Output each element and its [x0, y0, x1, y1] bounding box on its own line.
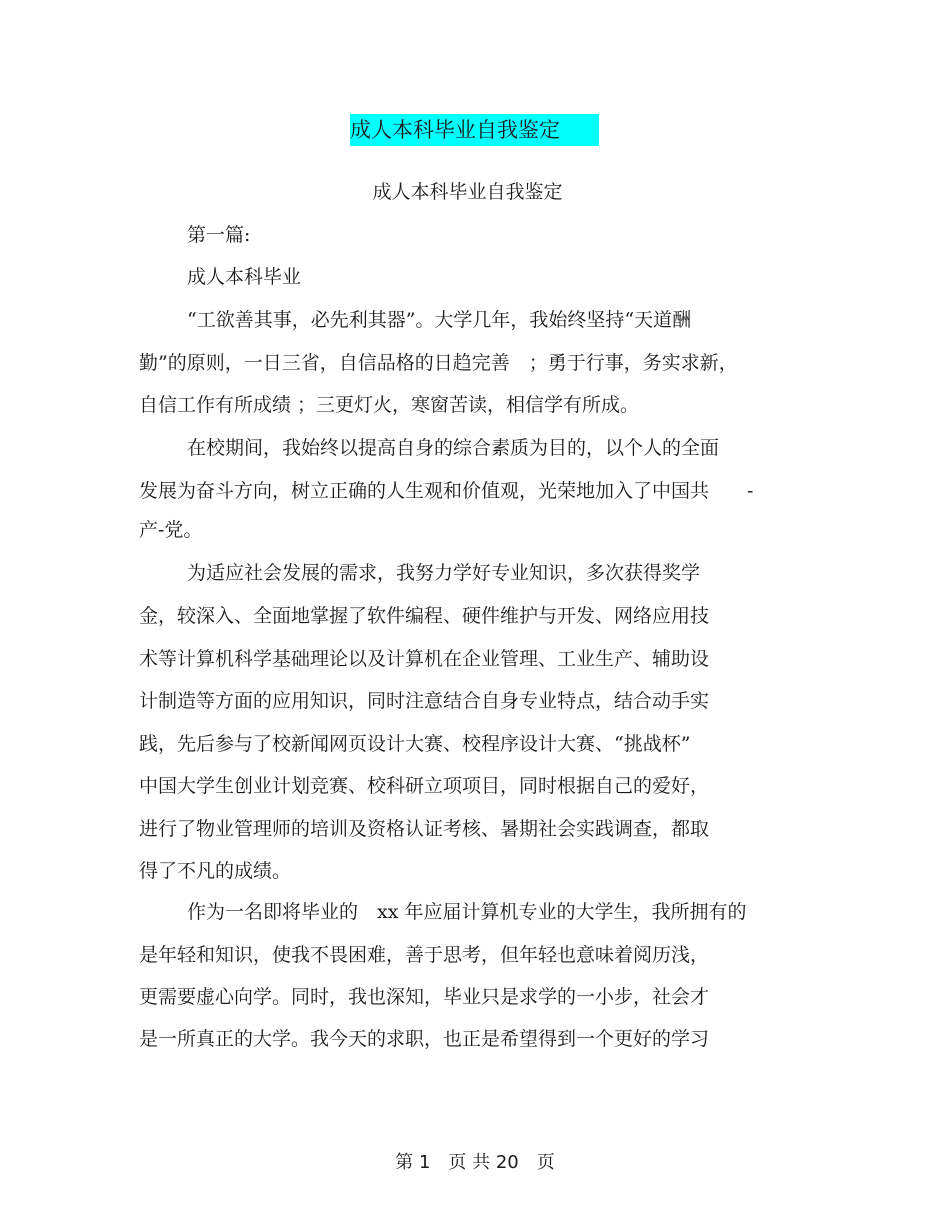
- document-title: 成人本科毕业自我鉴定: [350, 114, 599, 146]
- text-line: 得了不凡的成绩。: [139, 860, 292, 882]
- text-line: 在校期间，我始终以提高自身的综合素质为目的，以个人的全面: [187, 437, 720, 459]
- text-line: 更需要虚心向学。同时，我也深知，毕业只是求学的一小步，社会才: [139, 986, 710, 1008]
- text-line: 是年轻和知识，使我不畏困难，善于思考，但年轻也意味着阅历浅，: [139, 944, 710, 966]
- text-line: 中国大学生创业计划竞赛、校科研立项项目，同时根据自己的爱好，: [139, 775, 710, 797]
- text-line: 计制造等方面的应用知识，同时注意结合自身专业特点，结合动手实: [139, 690, 710, 712]
- text-line: 为适应社会发展的需求，我努力学好专业知识，多次获得奖学: [187, 562, 701, 584]
- text-line: 发展为奋斗方向，树立正确的人生观和价值观，光荣地加入了中国共 -: [139, 480, 754, 502]
- text-line: 术等计算机科学基础理论以及计算机在企业管理、工业生产、辅助设: [139, 648, 710, 670]
- text-line: 作为一名即将毕业的 xx 年应届计算机专业的大学生，我所拥有的: [187, 901, 747, 923]
- text-line: 自信工作有所成绩 ；三更灯火，寒窗苦读，相信学有所成。: [139, 394, 640, 416]
- text-line: 践，先后参与了校新闻网页设计大赛、校程序设计大赛、“挑战杯”: [139, 733, 691, 755]
- text-line: 勤”的原则，一日三省，自信品格的日趋完善 ；勇于行事，务实求新，: [139, 352, 738, 374]
- text-line: 金，较深入、全面地掌握了软件编程、硬件维护与开发、网络应用技: [139, 605, 710, 627]
- text-line: 是一所真正的大学。我今天的求职，也正是希望得到一个更好的学习: [139, 1028, 710, 1050]
- page-number-footer: 第 1 页 共 20 页: [395, 1152, 555, 1173]
- text-line: 成人本科毕业: [187, 266, 302, 288]
- text-line: 进行了物业管理师的培训及资格认证考核、暑期社会实践调查，都取: [139, 818, 710, 840]
- text-line: “工欲善其事，必先利其器”。大学几年，我始终坚持“天道酬: [187, 309, 692, 331]
- text-line: 第一篇:: [187, 224, 251, 246]
- document-subtitle: 成人本科毕业自我鉴定: [372, 181, 563, 203]
- text-line: 产-党。: [139, 519, 203, 541]
